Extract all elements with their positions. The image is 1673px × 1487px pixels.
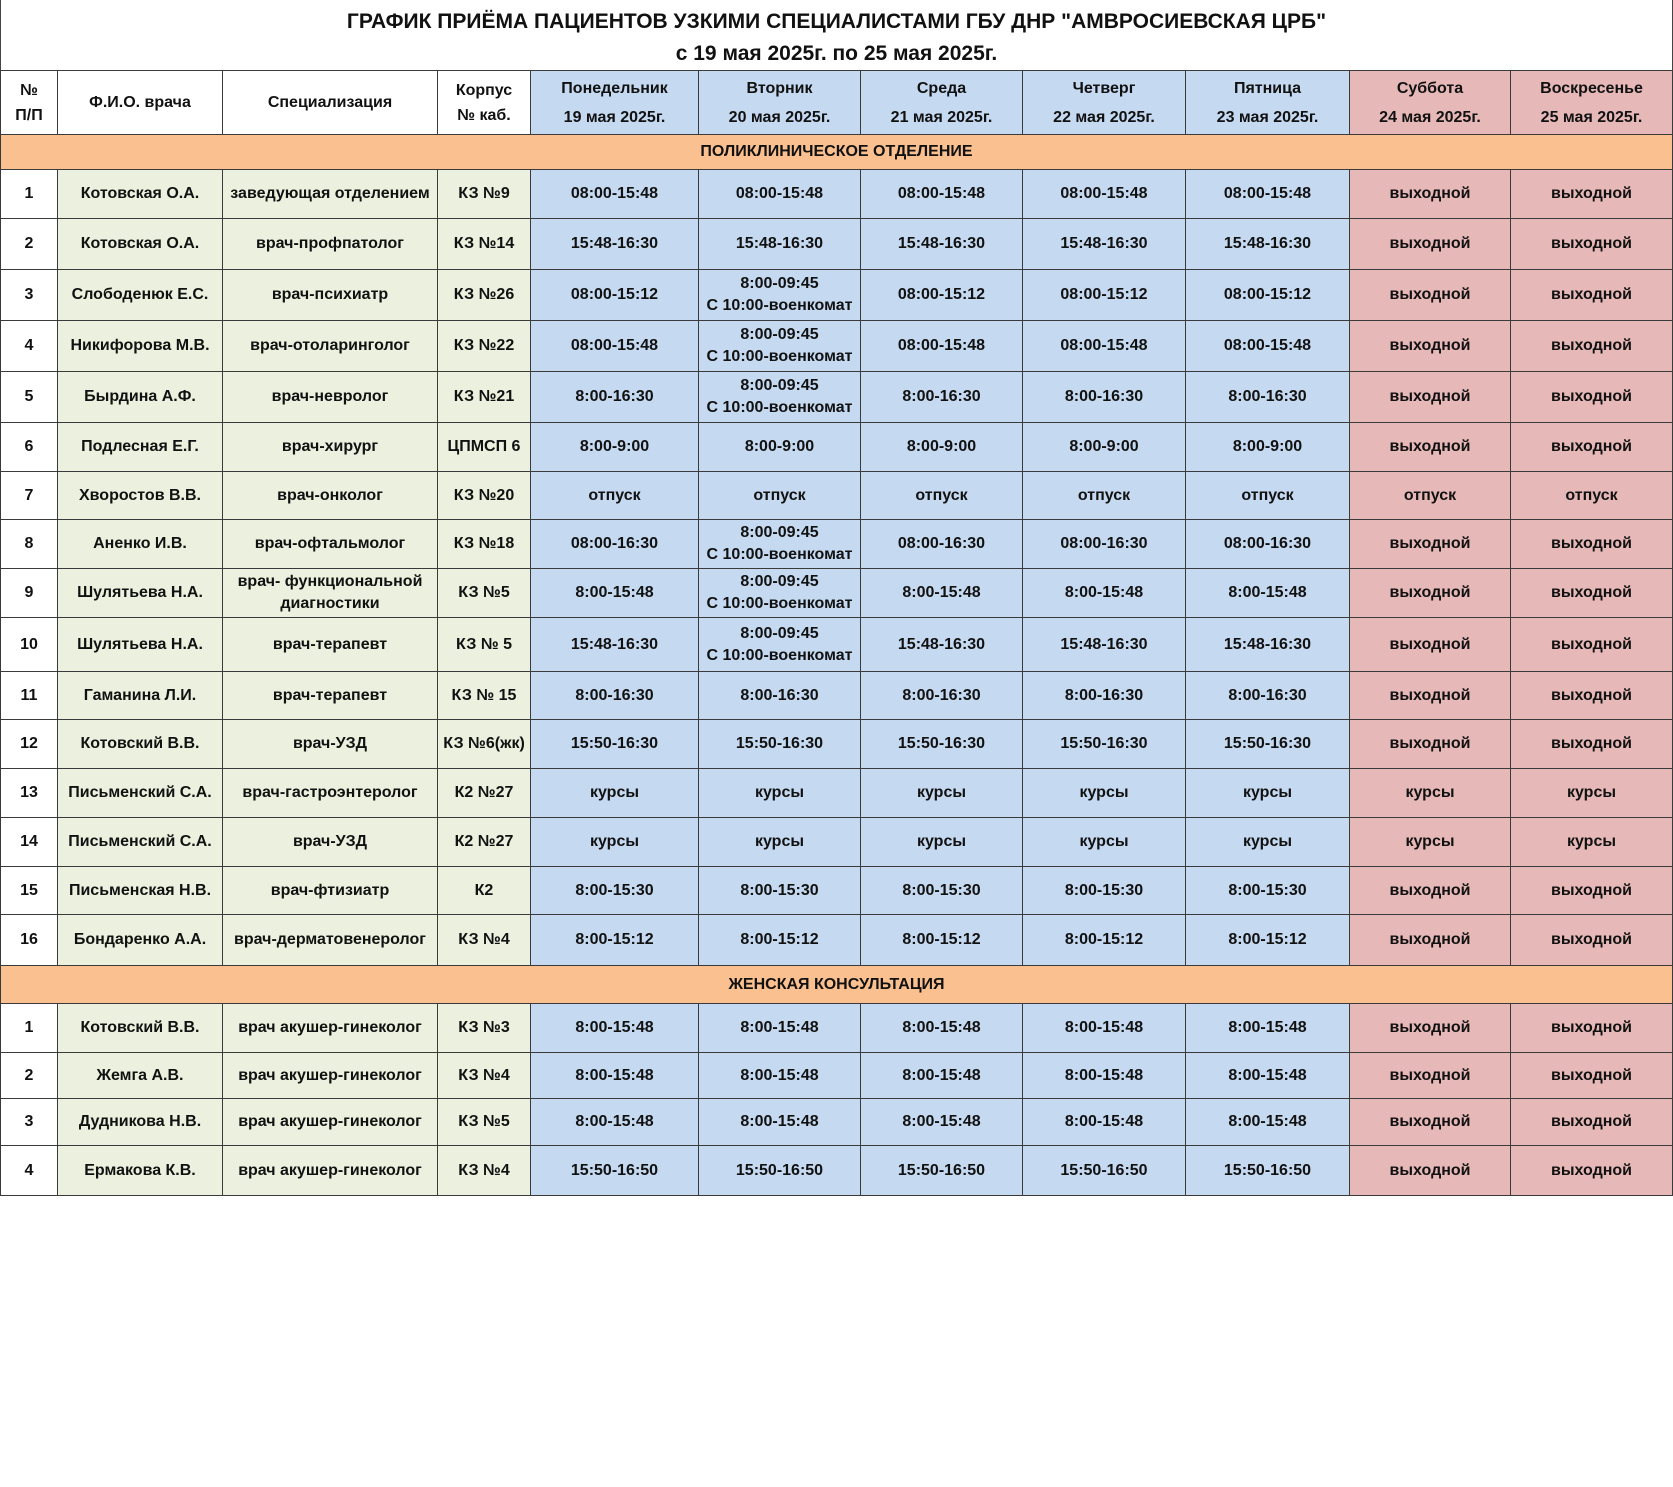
doctor-name: Шулятьева Н.А. <box>58 618 223 672</box>
col-header-room <box>438 71 531 135</box>
schedule-cell: выходной <box>1350 372 1511 423</box>
schedule-cell: 08:00-15:48 <box>531 170 699 219</box>
schedule-cell: 8:00-15:48 <box>699 1053 861 1099</box>
table-row <box>1 372 1673 423</box>
schedule-cell: 8:00-15:48 <box>1023 1053 1186 1099</box>
room: КЗ №9 <box>438 170 531 219</box>
day-name: Вторник <box>746 79 813 97</box>
schedule-cell: выходной <box>1511 321 1673 372</box>
schedule-cell: курсы <box>861 818 1023 867</box>
schedule-cell: 8:00-15:48 <box>861 1053 1023 1099</box>
day-date: 20 мая 2025г. <box>728 108 831 126</box>
schedule-cell <box>699 372 861 423</box>
room: КЗ №3 <box>438 1004 531 1053</box>
schedule-line: 8:00-09:45 <box>740 326 819 343</box>
row-number: 2 <box>1 219 58 270</box>
schedule-cell: 08:00-16:30 <box>1186 520 1350 569</box>
table-row <box>1 769 1673 818</box>
row-number: 3 <box>1 1099 58 1146</box>
schedule-cell: 8:00-9:00 <box>861 423 1023 472</box>
table-row <box>1 219 1673 270</box>
schedule-cell: 8:00-16:30 <box>531 672 699 720</box>
doctor-name: Котовский В.В. <box>58 720 223 769</box>
doctor-specialization: врач акушер-гинеколог <box>223 1004 438 1053</box>
day-name: Воскресенье <box>1540 79 1643 97</box>
table-row <box>1 270 1673 321</box>
doctor-specialization: заведующая отделением <box>223 170 438 219</box>
row-number: 14 <box>1 818 58 867</box>
schedule-cell: 15:48-16:30 <box>1023 219 1186 270</box>
doctor-name: Шулятьева Н.А. <box>58 569 223 618</box>
doctor-specialization: врач-дерматовенеролог <box>223 915 438 966</box>
schedule-cell: 15:50-16:50 <box>1023 1146 1186 1196</box>
table-row <box>1 321 1673 372</box>
table-row <box>1 720 1673 769</box>
table-row <box>1 1099 1673 1146</box>
doctor-name: Письменская Н.В. <box>58 867 223 915</box>
schedule-cell: 8:00-9:00 <box>531 423 699 472</box>
doctor-name: Бырдина А.Ф. <box>58 372 223 423</box>
schedule-cell: 08:00-16:30 <box>531 520 699 569</box>
schedule-line: С 10:00-военкомат <box>706 348 853 365</box>
row-number: 2 <box>1 1053 58 1099</box>
table-row <box>1 423 1673 472</box>
day-name: Пятница <box>1233 79 1302 97</box>
day-date: 22 мая 2025г. <box>1053 108 1155 126</box>
schedule-cell: 08:00-15:48 <box>1023 170 1186 219</box>
section-row <box>1 135 1673 170</box>
schedule-cell: 8:00-15:12 <box>861 915 1023 966</box>
schedule-cell: 8:00-16:30 <box>1023 372 1186 423</box>
room: КЗ № 15 <box>438 672 531 720</box>
schedule-cell <box>699 321 861 372</box>
schedule-cell: 15:48-16:30 <box>1186 618 1350 672</box>
doctor-name: Гаманина Л.И. <box>58 672 223 720</box>
schedule-cell: 8:00-15:12 <box>531 915 699 966</box>
schedule-cell: 15:50-16:50 <box>861 1146 1023 1196</box>
schedule-cell: 8:00-15:48 <box>1186 1099 1350 1146</box>
day-date: 19 мая 2025г. <box>563 108 666 126</box>
room: КЗ №4 <box>438 1146 531 1196</box>
schedule-cell: выходной <box>1511 720 1673 769</box>
schedule-cell: 15:50-16:50 <box>531 1146 699 1196</box>
schedule-cell: выходной <box>1350 1146 1511 1196</box>
day-name: Суббота <box>1396 79 1464 97</box>
schedule-cell: курсы <box>1511 818 1673 867</box>
row-number: 5 <box>1 372 58 423</box>
schedule-cell: отпуск <box>1186 472 1350 520</box>
schedule-cell: 15:50-16:50 <box>1186 1146 1350 1196</box>
schedule-cell: выходной <box>1511 219 1673 270</box>
doctor-specialization: врач-психиатр <box>223 270 438 321</box>
schedule-line: 8:00-09:45 <box>740 624 819 642</box>
room: КЗ №5 <box>438 569 531 618</box>
col-header-day-mon <box>531 71 699 135</box>
row-number: 13 <box>1 769 58 818</box>
schedule-cell: 8:00-15:30 <box>861 867 1023 915</box>
day-name: Четверг <box>1072 79 1136 97</box>
row-number: 12 <box>1 720 58 769</box>
schedule-cell: выходной <box>1511 1146 1673 1196</box>
schedule-cell: курсы <box>1511 769 1673 818</box>
col-header-number <box>1 71 58 135</box>
doctor-specialization: врач-УЗД <box>223 818 438 867</box>
schedule-cell: 8:00-16:30 <box>861 672 1023 720</box>
title-line-1: ГРАФИК ПРИЁМА ПАЦИЕНТОВ УЗКИМИ СПЕЦИАЛИСТАМИ ГБУ ДНР "АМВРОСИЕВСКАЯ ЦРБ" <box>346 10 1327 33</box>
schedule-cell: выходной <box>1350 867 1511 915</box>
doctor-specialization: врач-УЗД <box>223 720 438 769</box>
room: ЦПМСП 6 <box>438 423 531 472</box>
row-number: 6 <box>1 423 58 472</box>
room: КЗ №4 <box>438 1053 531 1099</box>
schedule-line: С 10:00-военкомат <box>706 297 853 314</box>
schedule-cell: выходной <box>1511 1053 1673 1099</box>
header-row <box>1 71 1673 135</box>
table-row <box>1 1146 1673 1196</box>
section-title: ЖЕНСКАЯ КОНСУЛЬТАЦИЯ <box>1 966 1673 1004</box>
col-header-room-line1: Корпус <box>455 81 513 99</box>
schedule-cell: 08:00-16:30 <box>861 520 1023 569</box>
schedule-cell: 15:48-16:30 <box>531 618 699 672</box>
schedule-title <box>0 0 1673 70</box>
table-row <box>1 1004 1673 1053</box>
schedule-cell: 8:00-16:30 <box>861 372 1023 423</box>
table-row <box>1 472 1673 520</box>
table-row <box>1 618 1673 672</box>
room: КЗ №20 <box>438 472 531 520</box>
schedule-cell: 15:50-16:30 <box>861 720 1023 769</box>
schedule-cell: 8:00-15:30 <box>1186 867 1350 915</box>
doctor-specialization: врач-отоларинголог <box>223 321 438 372</box>
room: КЗ №14 <box>438 219 531 270</box>
schedule-line: С 10:00-военкомат <box>706 399 853 416</box>
doctor-specialization: врач-терапевт <box>223 618 438 672</box>
doctor-name: Бондаренко А.А. <box>58 915 223 966</box>
schedule-cell: выходной <box>1511 1099 1673 1146</box>
schedule-cell: 8:00-16:30 <box>531 372 699 423</box>
schedule-cell: 8:00-15:12 <box>699 915 861 966</box>
day-name: Понедельник <box>561 79 668 97</box>
schedule-cell: 08:00-15:48 <box>861 321 1023 372</box>
schedule-cell: 15:50-16:30 <box>699 720 861 769</box>
schedule-cell: выходной <box>1511 372 1673 423</box>
schedule-cell: 15:48-16:30 <box>1023 618 1186 672</box>
room: КЗ №6(жк) <box>438 720 531 769</box>
schedule-cell: выходной <box>1511 170 1673 219</box>
schedule-cell: курсы <box>531 769 699 818</box>
room: КЗ №26 <box>438 270 531 321</box>
doctor-name: Хворостов В.В. <box>58 472 223 520</box>
room: К2 №27 <box>438 769 531 818</box>
doctor-specialization: врач-профпатолог <box>223 219 438 270</box>
schedule-line: 8:00-09:45 <box>740 275 819 292</box>
doctor-name: Никифорова М.В. <box>58 321 223 372</box>
room: КЗ №18 <box>438 520 531 569</box>
col-header-day-sun <box>1511 71 1673 135</box>
schedule-cell <box>699 618 861 672</box>
schedule-line: С 10:00-военкомат <box>706 595 853 612</box>
section-row <box>1 966 1673 1004</box>
table-row <box>1 520 1673 569</box>
doctor-specialization: врач-фтизиатр <box>223 867 438 915</box>
doctor-specialization: врач акушер-гинеколог <box>223 1053 438 1099</box>
schedule-cell: 8:00-15:48 <box>861 1004 1023 1053</box>
schedule-line: С 10:00-военкомат <box>706 546 853 563</box>
schedule-cell: 15:48-16:30 <box>861 618 1023 672</box>
col-header-day-thu <box>1023 71 1186 135</box>
row-number: 4 <box>1 1146 58 1196</box>
schedule-cell: выходной <box>1350 672 1511 720</box>
schedule-cell: 15:48-16:30 <box>531 219 699 270</box>
schedule-cell: курсы <box>1023 818 1186 867</box>
schedule-cell: курсы <box>861 769 1023 818</box>
schedule-cell: 8:00-15:48 <box>1186 1053 1350 1099</box>
schedule-cell: 8:00-9:00 <box>699 423 861 472</box>
row-number: 3 <box>1 270 58 321</box>
room: КЗ №5 <box>438 1099 531 1146</box>
schedule-cell: отпуск <box>1350 472 1511 520</box>
schedule-cell: 08:00-15:12 <box>861 270 1023 321</box>
schedule-cell <box>699 569 861 618</box>
spec-line: диагностики <box>280 595 380 612</box>
section-title: ПОЛИКЛИНИЧЕСКОЕ ОТДЕЛЕНИЕ <box>1 135 1673 170</box>
doctor-specialization: врач-невролог <box>223 372 438 423</box>
col-header-number-line1: № <box>20 81 38 99</box>
schedule-cell: 15:50-16:50 <box>699 1146 861 1196</box>
schedule-cell: выходной <box>1350 1053 1511 1099</box>
schedule-cell: курсы <box>1350 769 1511 818</box>
schedule-cell: выходной <box>1511 618 1673 672</box>
schedule-cell: 8:00-15:48 <box>1186 1004 1350 1053</box>
schedule-cell: 8:00-15:12 <box>1023 915 1186 966</box>
row-number: 9 <box>1 569 58 618</box>
schedule-cell: 8:00-16:30 <box>1186 372 1350 423</box>
schedule-cell: отпуск <box>531 472 699 520</box>
schedule-cell: 8:00-15:48 <box>1186 569 1350 618</box>
schedule-cell: 08:00-15:48 <box>531 321 699 372</box>
schedule-cell: 8:00-9:00 <box>1023 423 1186 472</box>
schedule-cell: 15:48-16:30 <box>1186 219 1350 270</box>
row-number: 4 <box>1 321 58 372</box>
schedule-cell: 08:00-15:12 <box>1186 270 1350 321</box>
col-header-fio: Ф.И.О. врача <box>58 71 223 135</box>
day-name: Среда <box>916 79 967 97</box>
doctor-specialization <box>223 569 438 618</box>
schedule-cell: 8:00-15:48 <box>531 1099 699 1146</box>
schedule-cell: выходной <box>1511 423 1673 472</box>
schedule-cell: выходной <box>1350 270 1511 321</box>
schedule-cell: выходной <box>1350 1099 1511 1146</box>
schedule-cell: 08:00-15:12 <box>1023 270 1186 321</box>
schedule-cell: выходной <box>1511 270 1673 321</box>
schedule-cell: 08:00-15:12 <box>531 270 699 321</box>
schedule-cell: 08:00-15:48 <box>1023 321 1186 372</box>
schedule-line: 8:00-09:45 <box>740 377 819 394</box>
schedule-line: 8:00-09:45 <box>740 573 819 590</box>
schedule-cell: 8:00-15:30 <box>699 867 861 915</box>
doctor-specialization: врач акушер-гинеколог <box>223 1146 438 1196</box>
schedule-body <box>1 135 1673 1196</box>
schedule-cell: 08:00-15:48 <box>861 170 1023 219</box>
title-line-2: с 19 мая 2025г. по 25 мая 2025г. <box>675 42 998 65</box>
doctor-specialization: врач акушер-гинеколог <box>223 1099 438 1146</box>
doctor-specialization: врач-гастроэнтеролог <box>223 769 438 818</box>
room: КЗ № 5 <box>438 618 531 672</box>
doctor-specialization: врач-онколог <box>223 472 438 520</box>
doctor-name: Слободенюк Е.С. <box>58 270 223 321</box>
room: КЗ №22 <box>438 321 531 372</box>
doctor-specialization: врач-офтальмолог <box>223 520 438 569</box>
schedule-cell: 08:00-15:48 <box>699 170 861 219</box>
schedule-table <box>0 70 1673 1196</box>
schedule-cell: курсы <box>1350 818 1511 867</box>
table-row <box>1 170 1673 219</box>
schedule-cell: выходной <box>1350 569 1511 618</box>
col-header-number-line2: П/П <box>15 106 43 124</box>
schedule-cell: 15:48-16:30 <box>861 219 1023 270</box>
row-number: 8 <box>1 520 58 569</box>
row-number: 1 <box>1 1004 58 1053</box>
schedule-cell: 8:00-15:48 <box>531 1004 699 1053</box>
schedule-cell: 8:00-15:48 <box>699 1004 861 1053</box>
schedule-cell: выходной <box>1350 520 1511 569</box>
schedule-cell: 8:00-15:30 <box>531 867 699 915</box>
schedule-cell: выходной <box>1511 1004 1673 1053</box>
schedule-cell: 08:00-15:48 <box>1186 170 1350 219</box>
schedule-cell: выходной <box>1350 1004 1511 1053</box>
table-row <box>1 915 1673 966</box>
doctor-name: Дудникова Н.В. <box>58 1099 223 1146</box>
table-row <box>1 1053 1673 1099</box>
schedule-cell: выходной <box>1511 520 1673 569</box>
schedule-cell: курсы <box>1186 818 1350 867</box>
row-number: 16 <box>1 915 58 966</box>
col-header-day-wed <box>861 71 1023 135</box>
schedule-cell: 8:00-15:48 <box>531 569 699 618</box>
row-number: 1 <box>1 170 58 219</box>
doctor-name: Котовская О.А. <box>58 170 223 219</box>
schedule-cell: курсы <box>699 769 861 818</box>
schedule-cell: 8:00-15:48 <box>531 1053 699 1099</box>
schedule-cell: выходной <box>1511 672 1673 720</box>
schedule-cell: отпуск <box>1511 472 1673 520</box>
schedule-cell: 8:00-9:00 <box>1186 423 1350 472</box>
schedule-cell: курсы <box>1023 769 1186 818</box>
row-number: 10 <box>1 618 58 672</box>
schedule-cell: 15:48-16:30 <box>699 219 861 270</box>
schedule-cell: 08:00-16:30 <box>1023 520 1186 569</box>
schedule-cell: 8:00-15:48 <box>1023 569 1186 618</box>
day-date: 25 мая 2025г. <box>1540 108 1643 126</box>
spec-line: врач- функциональной <box>237 573 423 590</box>
col-header-day-sat <box>1350 71 1511 135</box>
col-header-day-tue <box>699 71 861 135</box>
schedule-cell: 8:00-15:48 <box>1023 1099 1186 1146</box>
schedule-cell: 15:50-16:30 <box>1186 720 1350 769</box>
schedule-cell: курсы <box>531 818 699 867</box>
schedule-cell: 8:00-16:30 <box>1023 672 1186 720</box>
room: К2 №27 <box>438 818 531 867</box>
schedule-cell: 8:00-15:48 <box>1023 1004 1186 1053</box>
row-number: 15 <box>1 867 58 915</box>
doctor-specialization: врач-терапевт <box>223 672 438 720</box>
schedule-cell: курсы <box>1186 769 1350 818</box>
schedule-cell: выходной <box>1350 720 1511 769</box>
schedule-cell: выходной <box>1350 321 1511 372</box>
doctor-name: Жемга А.В. <box>58 1053 223 1099</box>
schedule-cell: 15:50-16:30 <box>531 720 699 769</box>
col-header-day-fri <box>1186 71 1350 135</box>
doctor-name: Письменский С.А. <box>58 818 223 867</box>
doctor-name: Котовский В.В. <box>58 1004 223 1053</box>
day-date: 23 мая 2025г. <box>1216 108 1319 126</box>
schedule-cell: 8:00-15:48 <box>699 1099 861 1146</box>
schedule-cell: 8:00-15:48 <box>861 569 1023 618</box>
doctor-name: Ермакова К.В. <box>58 1146 223 1196</box>
table-row <box>1 569 1673 618</box>
schedule-cell: выходной <box>1350 170 1511 219</box>
col-header-spec: Специализация <box>223 71 438 135</box>
day-date: 21 мая 2025г. <box>890 108 993 126</box>
schedule-cell: 8:00-16:30 <box>699 672 861 720</box>
doctor-name: Аненко И.В. <box>58 520 223 569</box>
room: К2 <box>438 867 531 915</box>
room: КЗ №4 <box>438 915 531 966</box>
table-row <box>1 672 1673 720</box>
schedule-cell: выходной <box>1350 423 1511 472</box>
schedule-cell: 08:00-15:48 <box>1186 321 1350 372</box>
schedule-cell: выходной <box>1511 867 1673 915</box>
schedule-cell: выходной <box>1350 618 1511 672</box>
row-number: 7 <box>1 472 58 520</box>
doctor-name: Подлесная Е.Г. <box>58 423 223 472</box>
schedule-cell: курсы <box>699 818 861 867</box>
schedule-cell: выходной <box>1511 569 1673 618</box>
doctor-name: Письменский С.А. <box>58 769 223 818</box>
table-row <box>1 867 1673 915</box>
schedule-cell <box>699 520 861 569</box>
room: КЗ №21 <box>438 372 531 423</box>
schedule-cell: выходной <box>1350 219 1511 270</box>
row-number: 11 <box>1 672 58 720</box>
schedule-cell: выходной <box>1350 915 1511 966</box>
schedule-cell: отпуск <box>861 472 1023 520</box>
schedule-cell: выходной <box>1511 915 1673 966</box>
schedule-cell <box>699 270 861 321</box>
doctor-specialization: врач-хирург <box>223 423 438 472</box>
doctor-name: Котовская О.А. <box>58 219 223 270</box>
schedule-cell: 15:50-16:30 <box>1023 720 1186 769</box>
day-date: 24 мая 2025г. <box>1379 108 1481 126</box>
table-row <box>1 818 1673 867</box>
schedule-cell: 8:00-15:48 <box>861 1099 1023 1146</box>
schedule-cell: отпуск <box>1023 472 1186 520</box>
schedule-line: С 10:00-военкомат <box>706 646 853 664</box>
schedule-cell: 8:00-15:30 <box>1023 867 1186 915</box>
schedule-line: 8:00-09:45 <box>740 524 819 541</box>
schedule-cell: 8:00-15:12 <box>1186 915 1350 966</box>
col-header-room-line2: № каб. <box>457 106 511 124</box>
schedule-cell: отпуск <box>699 472 861 520</box>
schedule-cell: 8:00-16:30 <box>1186 672 1350 720</box>
